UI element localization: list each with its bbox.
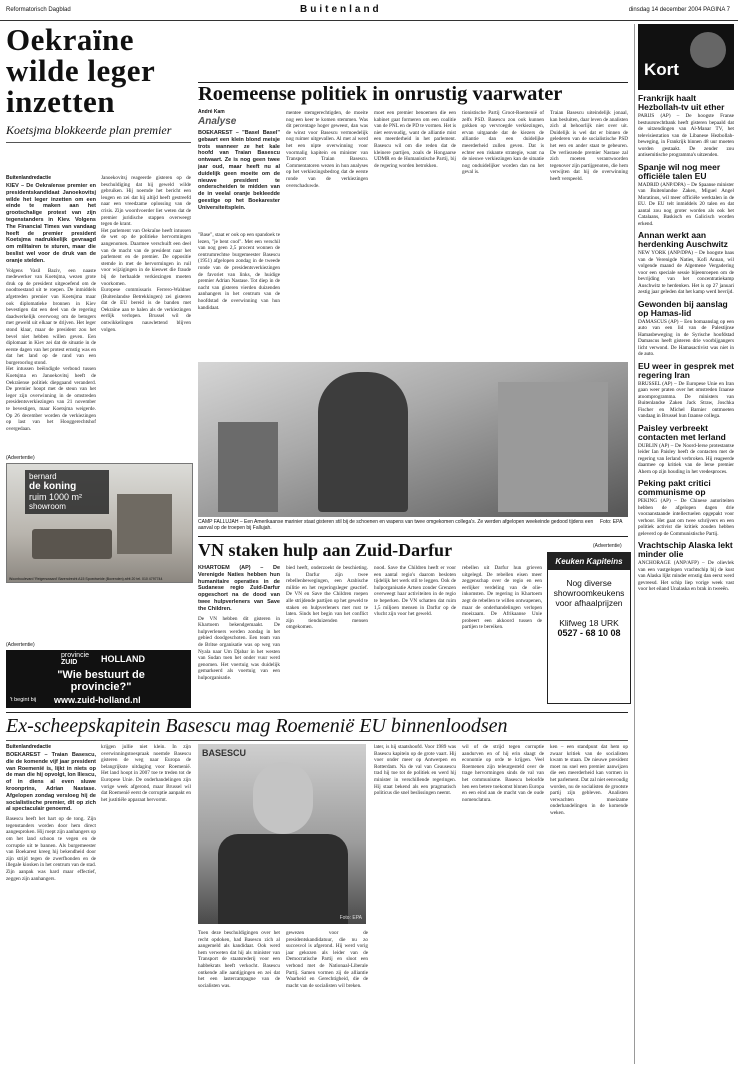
basescu-rule-2 — [6, 740, 628, 741]
zuid-holland-ad[interactable] — [6, 650, 191, 708]
kort-item-body: MADRID (ANP/DPA) – De Spaanse minister van Buitenlandse Zaken, Miguel Angel Moratinos, wil meer officiële werktalen in de EU. De EU telt inmiddels 20 talen en dat aantal zou nog groter worden als ook het Catalaans, Baskisch en Galicisch worden erkend. — [638, 181, 734, 227]
oekraine-body-2: Het intussen beëindigde verbond tussen Koetsjma en Janoekovitsj heeft de Oekraïense politiek diepgaand veranderd. De premier hoopt met de steun van het leger zijn overwinning in de omstreden presidentsverkiezingen van 21 november te bevestigen, maar Koetsjma weigerde. Op 26 december worden de verkiezingen op last van het Hooggerechtshof overgedaan. — [6, 366, 96, 432]
kort-item-body: PARIJS (AP) – De hoogste Franse bestuursrechtbank heeft gisteren bepaald dat de uitzendingen van Al-Manar TV, het televisiestation van de Libanese Hezbollah-beweging, in Frankrijk binnen 48 uur moeten worden gestaakt. De zender zou antisemitische programma's uitzenden. — [638, 113, 734, 158]
kort-item-body: ANCHORAGE (ANP/AFP) – De olievlek van een vastgelopen vrachtschip bij de kust van Alaska lijkt minder ernstig dan eerst werd gevreesd. Het schip liep vorige week vast voor het eiland Unalaska en brak in tweeën. — [638, 560, 734, 592]
basescu-head — [253, 762, 313, 834]
basescu-byline: Buitenlandredactie — [6, 744, 52, 750]
keuken-ad[interactable] — [547, 552, 631, 704]
basescu-lead: BOEKAREST – Traian Basescu, die de komende vijf jaar president van Roemenië is, lijkt in niets op de man die hij opvolgt, Ion Iliescu, of in diens al even sluwe kroonprins, Adrian Nastase. Afgelopen zondag versloeg hij de socialistische premier, dit op zich al spectaculair genoemd. — [6, 752, 96, 813]
furniture-store-ad[interactable] — [6, 463, 193, 583]
kort-item-title: Frankrijk haalt Hezbollah-tv uit ether — [638, 93, 725, 112]
oekraine-byline: Buitenlandredactie — [6, 175, 52, 181]
kort-item-body: DAMASCUS (AP) – Een bomaanslag op een auto van een lid van de Palestijnse Hamasbeweging in de Syrische hoofdstad Damascus heeft gisteren drie voorbijgangers licht verwond. De Hamasactivist was niet in de auto. — [638, 318, 734, 357]
keuken-brand: Keuken Kapiteins — [548, 553, 630, 570]
darfur-body-4: rebellen uit Darfur hun grieven uitgelegd. De rebellen eisen meer zeggenschap over de regio en een eerlijker verdeling van de olie-inkomsten. De regering in Khartoem zegt de rebellen te willen ontwapenen, maar de onderhandelingen verlopen moeizaam. De Afrikaanse Unie probeert een akkoord tussen de partijen te bereiken. — [462, 565, 542, 631]
basescu-col-2 — [101, 744, 191, 1062]
roemenie-col-4 — [462, 110, 544, 360]
kort-item — [638, 541, 734, 593]
fallujah-photo — [198, 362, 628, 517]
kort-item-body: DUBLIN (AP) – De Noord-Ierse protestantse leider Ian Paisley heeft de contacten met de regering van Ierland verbroken. Hij reageerde daarmee op kritiek van de Ierse premier Ahern op zijn houding in het vredesproces. — [638, 442, 734, 475]
roemenie-lead: BOEKAREST – "Basel Basel" gebaart een klein blond meisje trots wanneer ze het kale hoofd van Traian Basescu ontwaart. Ze is nog geen twee jaar oud, maar heeft nu al duidelijk geen moeite om de nieuwe president te onderscheiden te midden van de in veelal oranje bekleedde geestige op het Boekarester Universiteitsplein. — [198, 130, 280, 211]
marine-figure — [318, 372, 408, 512]
oekraine-body-5: Europese commissaris Ferrero-Waldner (Buitenlandse Betrekkingen) zei gisteren dat de EU bereid is de banden met Oekraïne aan te halen als de verkiezingen eerlijk verlopen. Brussel wil de ontwikkelingen nauwlettend blijven volgen. — [101, 287, 191, 333]
oekraine-body-1: Volgens Vasil Baziv, een naaste medewerker van Koetsjma, wezen grote druk op de president uitgeoefend om de noodtoestand uit te roepen. De inmiddels afgetreden premier van Koetsjma maar ook diplomatieke bronnen in Kiev bevestigen dat een deel van de regering daadwerkelijk overwoog om de betogers met geweld uit elkaar te drijven. Het leger stond klaar, maar de president zou het bevel niet hebben willen geven. Een diplomaat in Kiev zei dat de situatie in de eerste dagen van het protest ernstig was en dat het land op de rand van een burgeroorlog stond. — [6, 267, 96, 366]
darfur-body-2: bied heeft, onderzoekt de beschieting. In Darfur zijn twee rebellenbewegingen, een Arabische militie en het regeringsleger geactief. De VN en Save the Children roepen alle strijdende partijen op het geweld te staken en hulpverleners met rust te laten. Sinds het begin van het conflict zijn tienduizenden mensen omgekomen. — [286, 565, 368, 631]
kort-item-title: Paisley verbreekt contacten met Ierland — [638, 422, 726, 442]
oekraine-col-1 — [6, 183, 96, 445]
basescu-col-1 — [6, 752, 96, 1062]
zh-holland: HOLLAND — [101, 654, 145, 664]
store-logo-box — [25, 470, 109, 514]
darfur-col-3 — [374, 565, 456, 705]
roemenie-body-1: "Base", staat er ook op een spandoek te lezen, "je bent cool". Met een verschil van nog geen 2,5 procent wonnen de centrumrechtse burgemeester Basescu (1951) afgelopen zondag in de tweede ronde van de presidentsverkiezingen de favoriet van links, de huidige premier Adrian Nastase. Tot diep in de nacht van gisteren vierden duizenden aanhangers in het centrum van de hoofdstad de overwinning van hun kandidaat. — [198, 232, 280, 311]
section-title: Buitenland — [300, 4, 382, 15]
oekraine-headline: Oekraïne wilde leger inzetten — [6, 22, 155, 119]
roemenie-byline: André Kam — [198, 109, 225, 115]
basescu-col-5 — [374, 744, 456, 1062]
oekraine-lead: KIEV – De Oekraïense premier en presidentskandidaat Janoekovitsj wilde het leger inzetten om een einde te maken aan het grootschalige protest van zijn tegenstanders in Kiev. Volgens The Financial Times van vandaag heeft de premier president Koetsjma nadrukkelijk gevraagd om militairen te sturen, maar die beslist wel voor de druk van de oranje stelden. — [6, 183, 96, 264]
store-address: Woonboulevard 'Reigerswaard' Barendrecht A15 Spoedweide (Bovenden) afrit 20 tel. 010 4797744 — [9, 577, 163, 581]
roemenie-body-3: moet een premier benoemen die een kabinet gaat formeren om een coalitie van de PNL en de PD te vormen. Het is niet eenvoudig, want de alliantie mist een meerderheid in het parlement. Basescu wil om die reden dat de kleinere partijen, zoals de Hongaarse UDMR en de Humanistische Partij, bij de regering worden betrokken. — [374, 110, 456, 169]
zh-url[interactable]: www.zuid-holland.nl — [54, 695, 141, 705]
rifle-silhouette — [218, 422, 278, 512]
darfur-ad-label: (Advertentie) — [593, 543, 622, 549]
fallujah-caption: CAMP FALLUJAH – Een Amerikaanse marinier staat gisteren stil bij de schoenen en wapens van twee omgekomen collega's. Ze werden afgelopen weekeinde gedood tijdens een aanval op de troepen bij Fallujah. — [198, 519, 594, 531]
kort-item-body: NEW YORK (ANP/DPA) – De hoogste baas van de Verenigde Naties, Kofi Annan, wil volgende maand de Algemene Vergadering voor een speciale sessie bijeenroepen om de bevrijding van het concentratiekamp Auschwitz te herdenken. Het is op 27 januari zestig jaar geleden dat het kamp werd bevrijd. — [638, 250, 734, 295]
basescu-body-4: gewezen voor de presidentskandidatuur, die nu zo succesvol is afgerond. Hij werd vorig jaar gekozen als leider van de Democratische Partij en sloot een verbond met de Nationaal-Liberale Partij. Samen vormen zij de alliantie Waarheid en Gerechtigheid, die de macht van de socialisten wil breken. — [286, 930, 368, 989]
darfur-col-4 — [462, 565, 542, 705]
fallujah-credit: Foto: EPA — [600, 519, 623, 525]
basescu-suit — [218, 834, 348, 924]
store-brand-line-3: ruim 1000 m² — [29, 492, 83, 502]
basescu-col-4 — [286, 930, 368, 1062]
kort-item — [638, 94, 734, 159]
kort-item-body: BRUSSEL (AP) – De Europese Unie en Iran gaan weer praten over het omstreden Iraanse atoomprogramma. De ministers van Buitenlandse Zaken Jack Straw, Joschka Fischer en Michel Barnier ontmoeten vandaag in Brussel hun Iraanse collega. — [638, 380, 734, 419]
darfur-col-2 — [286, 565, 368, 705]
newspaper-name: Reformatorisch Dagblad — [6, 7, 71, 13]
oekraine-body-4: Het parlement van Oekraïne heeft intussen de wet op de politieke hervormingen aangenomen. Daarmee verschuift een deel van de macht van de president naar het parlement en de premier. De oppositie stemde in met de hervormingen in ruil voor wijzigingen in de kieswet die fraude bij de herhaalde verkiezingen moeten voorkomen. — [101, 227, 191, 287]
basescu-headline: Ex-scheepskapitein Basescu mag Roemenië EU binnenloodsen — [6, 715, 508, 737]
darfur-col-1 — [198, 565, 280, 705]
oekraine-col-2 — [101, 175, 191, 445]
basescu-photo-tag: BASESCU — [202, 748, 247, 758]
kort-item-title: Spanje wil nog meer officiële talen EU — [638, 161, 721, 181]
kort-list — [638, 94, 734, 593]
kort-item-title: Peking pakt critici communisme op — [638, 478, 711, 497]
keuken-address: Klifweg 18 URK — [559, 618, 619, 628]
store-brand-line-1: bernard — [29, 472, 57, 481]
darfur-lead: KHARTOEM (AP) – De Verenigde Naties hebben hun humanitaire operaties in de Sudanese regio Zuid-Darfur opgeschort na de dood van twee hulpverleners van Save the Children. — [198, 565, 280, 612]
keuken-line-2: showroomkeukens — [553, 588, 625, 598]
kort-item-title: Vrachtschip Alaska lekt minder olie — [638, 540, 733, 559]
roemenie-body-4: tionistische Partij Groot-Roemenië of zelfs PSD. Basescu zou ook kunnen gokken op vervroegde verkiezingen, ervan uitgaande dat de kiezers de alliantie dan een duidelijke meerderheid zullen geven. Dat is echter een riskante strategie, want na de nieuwe verkiezingen kan de situatie nog onduidelijker worden dan nu het geval is. — [462, 110, 544, 176]
store-brand-line-4: showroom — [29, 502, 66, 511]
kort-item — [638, 362, 734, 420]
kort-item-body: PEKING (AP) – De Chinese autoriteiten hebben de afgelopen dagen drie vooraanstaande intellectuelen opgepakt voor verhoor. Het gaat om twee schrijvers en een politiek activist die kritiek zouden hebben geleverd op de Communistische Partij. — [638, 498, 734, 537]
basescu-body-1: Basescu heeft het hart op de tong. Zijn tegenstanders worden door hem direct aangesproken. Hij roept zijn aanhangers op om het land schoon te vegen en de corruptie uit te bannen. Als burgemeester van Boekarest kreeg hij bekendheid door zijn strijd tegen de zwerfhonden en de illegale kiosken in het centrum van de stad. Zijn aanpak was hard maar effectief, zeggen zijn aanhangers. — [6, 816, 96, 882]
roemenie-body-2: mentee stemgerechtigden, de moeite nog een keer te komen stemmen. Was dit percentage hoger geweest, dan was de winst voor Basescu vermoedelijk nog ruimer uitgevallen. Al met al werd het een nipte overwinning voor voormalig kapitein en minister van Transport Traian Basescu. Commentatoren wezen in hun analyses op het verkiezingsbedrog dat de eerste ronde van de verkiezingen overschaduwde. — [286, 110, 368, 189]
roemenie-headline-text: Roemeense politiek in onrustig vaarwater — [198, 83, 563, 105]
roemenie-col-1b — [198, 232, 280, 352]
kort-item-title: Annan werkt aan herdenking Auschwitz — [638, 230, 728, 249]
darfur-headline: VN staken hulp aan Zuid-Darfur — [198, 540, 453, 560]
kort-title: Kort — [644, 60, 679, 79]
page-header — [0, 0, 738, 21]
zh-footer-label: 't begint bij — [10, 697, 37, 703]
kort-item-title: Gewonden bij aanslag op Hamas-lid — [638, 298, 728, 318]
basescu-body-6: wil of de strijd tegen corruptie aandurven en of hij erin slaagt de economie op orde te krijgen. Veel Roemenen zijn teleurgesteld over de trage hervormingen sinds de val van het communisme. Basescu beloofde hen een betere toekomst binnen Europa en een eind aan de macht van de oude nomenclatura. — [462, 744, 544, 803]
basescu-body-3: Toen deze beschuldigingen over het recht opdoken, had Basescu zich al aangemeld als kandidaat. Ook werd hem verweten dat hij als minister van Transport de staatsrederij voor een habbekrats heeft verkocht. Basescu ontkende alle aantijgingen en zei dat het een lastercampagne van de socialisten was. — [198, 930, 280, 989]
darfur-body-1: De VN hebben dit gisteren in Khartoem bekendgemaakt. De hulpverleners werden zondag in het gebied doodgeschoten. Een team van de Britse organisatie was op weg van Nyala naar Um Djabar in het westen van Sudan toen het onder vuur werd genomen. Het voertuig was duidelijk gemarkeerd als voertuig van een hulporganisatie. — [198, 615, 280, 681]
basescu-col-7 — [550, 744, 628, 1062]
basescu-photo-credit: Foto: EPA — [339, 915, 362, 921]
kort-sidebar — [638, 24, 734, 1064]
roemenie-col-3 — [374, 110, 456, 360]
kort-item-title: EU weer in gesprek met regering Iran — [638, 360, 734, 380]
roemenie-col-5 — [550, 110, 628, 360]
zh-ad-label: (Advertentie) — [6, 642, 35, 648]
sofa-image — [117, 494, 172, 554]
keuken-line-3: voor afhaalprijzen — [555, 598, 623, 608]
keuken-phone: 0527 - 68 10 08 — [557, 628, 621, 638]
sidebar-divider — [634, 24, 635, 1064]
basescu-body-7: ken – een standpunt dat hem op zwaar kritiek van de socialisten kwam te staan. De nieuwe president moet nu snel een premier aanwijzen die een meerderheid kan vormen in het parlement. Dat zal niet eenvoudig worden, nu de socialisten de grootste partij zijn gebleven. Analisten verwachten moeizame onderhandelingen in de komende weken. — [550, 744, 628, 816]
globe-icon — [690, 32, 726, 68]
oekraine-article — [6, 24, 191, 143]
kort-item — [638, 300, 734, 358]
basescu-col-6 — [462, 744, 544, 1062]
armchair-image — [32, 529, 112, 559]
kort-item — [638, 479, 734, 537]
roemenie-headline — [198, 82, 628, 106]
oekraine-subhead: Koetsjma blokkeerde plan premier — [6, 123, 191, 143]
zh-provincie: provincie — [61, 652, 90, 659]
kort-item — [638, 424, 734, 476]
zh-slogan: "Wie bestuurt de provincie?" — [57, 669, 145, 693]
page-date: dinsdag 14 december 2004 PAGINA 7 — [628, 7, 730, 13]
kort-header — [638, 24, 734, 90]
roemenie-col-2 — [286, 110, 368, 360]
oekraine-body-3: Janoekovitsj reageerde gisteren op de beschuldiging dat hij geweld wilde gebruiken. Hij noemde het bericht een leugen en zei dat hij altijd heeft gestreefd naar een vreedzame oplossing van de crisis. Zijn woordvoerder liet weten dat de premier juridische stappen overweegt tegen de krant. — [101, 175, 191, 228]
basescu-col-3 — [198, 930, 280, 1062]
background-figure — [498, 382, 608, 512]
basescu-body-5: later, is hij staatshoofd. Voor 1989 was Basescu kapitein op de grote vaart. Hij voer onder meer op Antwerpen en Rotterdam. Na de val van Ceausescu trad hij toe tot de politiek en werd hij minister in verschillende regeringen. Hij staat bekend als een pragmatisch politicus die snel beslissingen neemt. — [374, 744, 456, 797]
darfur-body-3: nood. Save the Children heeft er voor een aantal regio's daarom besloten tijdelijk het werk stil te leggen. Ook de hulporganisatie Artsen zonder Grenzen overweegt haar activiteiten in de regio te beperken. De VN schatten dat ruim 1,5 miljoen mensen in Darfur op de vlucht zijn voor het geweld. — [374, 565, 456, 618]
keuken-line-1: Nog diverse — [566, 578, 612, 588]
ad-label: (Advertentie) — [6, 455, 35, 461]
store-brand-line-2: de koning — [29, 481, 77, 492]
zh-zuid: ZUID — [61, 659, 78, 666]
basescu-body-2: krijgen jullie niet klein. In zijn overwinningstoespraak noemde Basescu gisteren de weg naar Europa de belangrijkste uitdaging voor Roemenië. Het land hoopt in 2007 toe te treden tot de Europese Unie. De onderhandelingen zijn vorige week afgerond, maar Brussel wil dat Roemenië eerst de corruptie aanpakt en het justitiële apparaat hervormt. — [101, 744, 191, 803]
darfur-rule — [198, 536, 628, 537]
roemenie-body-5: Traian Basescu uiteindelijk jonaal, kan besluiten, daar leven de analisten zich al behoorlijk niet over uit. Duidelijk is wel dat er binnen de gelederen van de socialistische PSD het een en ander staat te gebeuren. De verliezende premier Nastase zal zich moeten verantwoorden tegenover zijn partijgenoten, die hem verwijten dat hij de overwinning heeft verspeeld. — [550, 110, 628, 182]
analyse-label: Analyse — [198, 116, 237, 127]
basescu-photo — [198, 744, 366, 924]
basescu-rule — [6, 712, 628, 713]
kort-item — [638, 163, 734, 228]
kort-item — [638, 231, 734, 296]
